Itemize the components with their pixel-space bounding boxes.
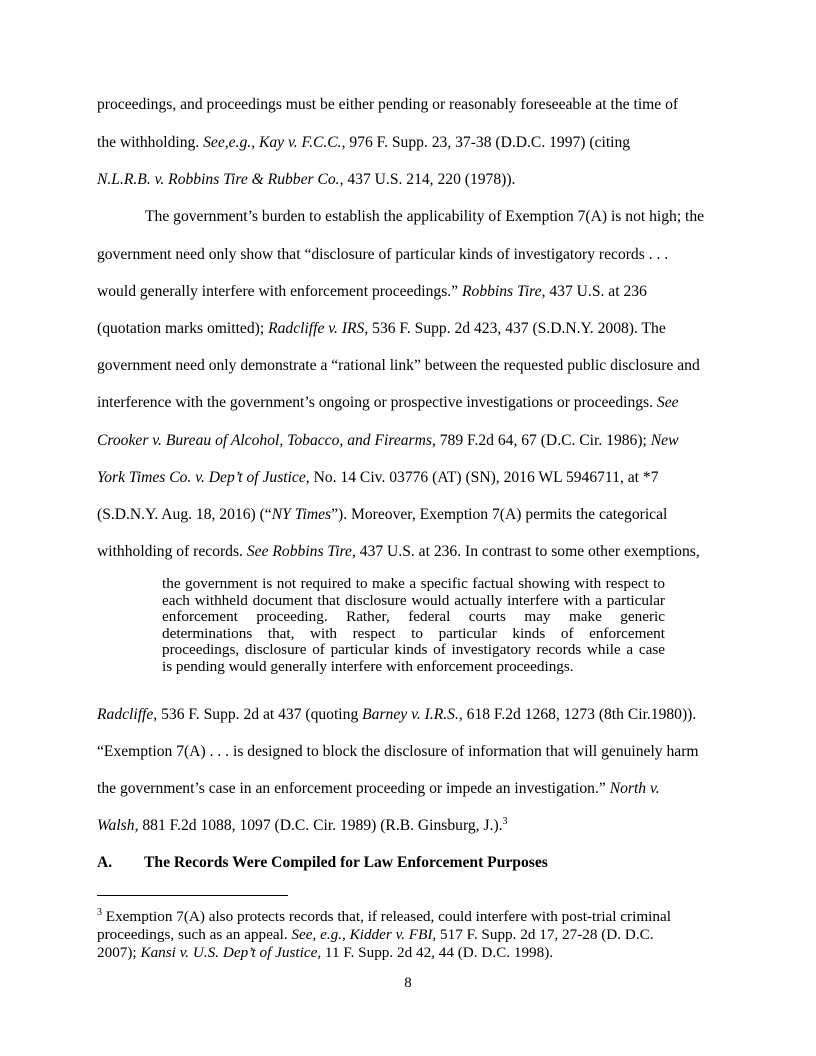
block-quote-line: determinations that, with respect to particular kinds of enforcement	[162, 624, 665, 642]
text-line	[97, 817, 508, 835]
citation-italic: North v.	[609, 780, 660, 797]
text-segment: , 618 F.2d 1268, 1273 (8th Cir.1980)).	[458, 706, 697, 723]
text-segment: the withholding.	[97, 134, 204, 151]
text-segment: The government’s burden to establish the applicability of Exemption 7(A) is not high; the	[145, 208, 705, 225]
text-segment: , 789 F.2d 64, 67 (D.C. Cir. 1986);	[431, 432, 651, 449]
section-title: The Records Were Compiled for Law Enforcement Purposes	[144, 854, 548, 871]
text-line	[97, 926, 654, 944]
text-segment: would generally interfere with enforcement proceedings.”	[97, 283, 462, 300]
text-line	[97, 96, 678, 114]
citation-italic: NY Times	[271, 506, 332, 523]
citation-italic: Radcliffe v. IRS	[268, 320, 365, 337]
citation-italic: N.L.R.B. v. Robbins Tire & Rubber Co.	[97, 171, 340, 188]
text-segment: withholding of records.	[97, 543, 247, 560]
text-segment: interference with the government’s ongoing or prospective investigations or proceedings.	[97, 394, 657, 411]
text-segment: (quotation marks omitted);	[97, 320, 269, 337]
block-quote-line: enforcement proceeding. Rather, federal courts may make generic	[162, 608, 665, 626]
text-segment: ”). Moreover, Exemption 7(A) permits the categorical	[331, 506, 668, 523]
text-segment: , 536 F. Supp. 2d 423, 437 (S.D.N.Y. 2008). The	[364, 320, 666, 337]
text-line	[97, 134, 630, 152]
text-segment: , 11 F. Supp. 2d 42, 44 (D. D.C. 1998).	[317, 944, 554, 961]
text-line	[97, 743, 699, 761]
text-segment: “Exemption 7(A) . . . is designed to block the disclosure of information that will genuinely harm	[97, 743, 699, 760]
text-segment: (S.D.N.Y. Aug. 18, 2016) (“	[97, 506, 272, 523]
citation-italic: New	[650, 432, 679, 449]
citation-italic: See Robbins Tire	[246, 543, 352, 560]
citation-italic: See	[656, 394, 679, 411]
text-line	[97, 283, 647, 301]
text-line	[97, 506, 667, 524]
text-line	[97, 706, 696, 724]
citation-italic: Kansi v. U.S. Dep’t of Justice	[140, 944, 318, 961]
block-quote-line: the government is not required to make a specific factual showing with respect to	[162, 575, 665, 592]
text-segment: proceedings, and proceedings must be either pending or reasonably foreseeable at the time of	[97, 96, 679, 113]
text-segment: , 437 U.S. 214, 220 (1978)).	[339, 171, 516, 188]
text-segment: , 517 F. Supp. 2d 17, 27-28 (D. D.C.	[432, 926, 654, 943]
citation-italic: Crooker v. Bureau of Alcohol, Tobacco, and Firearms	[97, 432, 432, 449]
text-line	[97, 780, 660, 798]
text-segment: , 437 U.S. at 236	[541, 283, 647, 300]
footnote-ref: 3	[502, 815, 508, 827]
text-line	[97, 357, 700, 375]
citation-italic: Radcliffe	[97, 706, 154, 723]
text-line	[97, 394, 679, 412]
text-segment: 2007);	[97, 944, 141, 961]
text-line	[97, 543, 700, 561]
text-line	[97, 246, 668, 264]
footnote-ref: 3	[97, 906, 102, 918]
section-letter: A.	[97, 854, 113, 871]
page-number: 8	[404, 975, 412, 991]
text-line	[145, 208, 704, 226]
citation-italic: See,e.g.	[203, 134, 252, 151]
text-segment: , 536 F. Supp. 2d at 437 (quoting	[153, 706, 363, 723]
text-segment: Exemption 7(A) also protects records that, if released, could interfere with post-trial criminal	[102, 908, 671, 925]
text-segment: , 976 F. Supp. 23, 37-38 (D.D.C. 1997) (citing	[341, 134, 631, 151]
text-segment: ,	[251, 134, 259, 151]
citation-italic: Barney v. I.R.S.	[362, 706, 459, 723]
text-segment: proceedings, such as an appeal.	[97, 926, 292, 943]
text-line	[97, 320, 666, 338]
text-segment: , 881 F.2d 1088, 1097 (D.C. Cir. 1989) (R.B. Ginsburg, J.).	[134, 817, 503, 834]
citation-italic: Kay v. F.C.C.	[258, 134, 342, 151]
text-line	[97, 469, 659, 487]
citation-italic: York Times Co. v. Dep’t of Justice	[97, 469, 306, 486]
text-line	[97, 944, 553, 962]
text-segment: government need only demonstrate a “rational link” between the requested public disclosure and	[97, 357, 700, 374]
text-segment: , No. 14 Civ. 03776 (AT) (SN), 2016 WL 5946711, at *7	[305, 469, 659, 486]
text-line	[97, 432, 679, 450]
citation-italic: Robbins Tire	[462, 283, 542, 300]
footnote-separator	[97, 895, 288, 896]
citation-italic: Walsh	[97, 817, 135, 834]
block-quote-line: each withheld document that disclosure would actually interfere with a particular	[162, 591, 665, 609]
block-quote-line: proceedings, disclosure of particular kinds of investigatory records while a case	[162, 641, 665, 659]
section-heading	[97, 854, 548, 872]
block-quote-line: is pending would generally interfere with enforcement proceedings.	[162, 658, 574, 675]
citation-italic: See, e.g., Kidder v. FBI	[291, 926, 433, 943]
text-segment: , 437 U.S. at 236. In contrast to some other exemptions,	[351, 543, 700, 560]
text-segment: the government’s case in an enforcement proceeding or impede an investigation.”	[97, 780, 610, 797]
text-segment: government need only show that “disclosure of particular kinds of investigatory records . . .	[97, 246, 669, 263]
text-line	[97, 171, 515, 189]
text-line	[97, 908, 671, 926]
